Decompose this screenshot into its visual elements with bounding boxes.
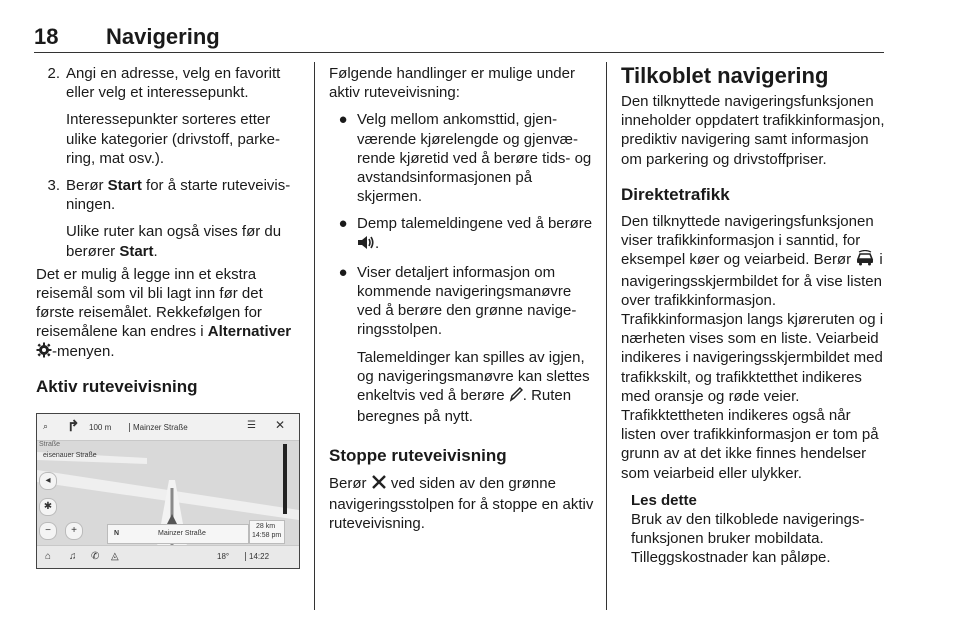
close-x-icon [371,474,387,495]
list-icon[interactable]: ☰ [247,420,256,431]
page-number: 18 [34,24,59,49]
column-divider-1 [314,62,315,610]
list-item-3 [36,176,300,214]
page-header [34,24,220,50]
status-strip [107,524,249,544]
nav-bottombar [37,545,299,568]
paragraph: Den tilknyttede navigeringsfunksjonen viser trafikkinformasjon i sanntid, for eksempel køer og veiarbeid. Berør i navigeringsskjermbildet for å vise listen over trafikkinformasjon. Trafikkinformasjon langs kjøreruten og i nærheten vises som en liste. Veiarbeid indikeres i navigeringsskjermbildet med trafikkskilt, og trafikktetthet indikeres med oransje og røde veier. Trafikktettheten indikeres også når listen over trafikkinformasjon er tom på grunn av at det ikke finnes hendelser som veiarbeid eller ulykker. [621,213,884,482]
settings-button[interactable]: ✱ [39,498,57,516]
note-box [621,491,887,568]
section-heading: Aktiv ruteveivisning [36,376,198,396]
paragraph: Følgende handlinger er mulige under aktiv ruteveivisning: [329,65,575,102]
top-street-name: Mainzer Straße [129,423,188,432]
street-label: eisenauer Straße [43,452,97,459]
column-2 [329,64,595,533]
mute-button[interactable]: ◂ [39,472,57,490]
gear-icon [36,342,52,363]
paragraph: Det er mulig å legge inn et ekstra reisemål som vil bli lagt inn før det første reisemålet. Rekkefølgen for reisemålene kan endres i Alternativer -menyen. [36,265,300,363]
zoom-in-button[interactable]: + [65,522,83,540]
section-title: Tilkoblet navigering [621,63,829,88]
arrival-time: 14:58 pm [252,532,282,539]
column-1 [36,64,300,404]
nav-topbar [37,414,299,441]
nav-icon[interactable]: ◬ [111,551,119,562]
header-rule [34,52,884,53]
search-icon[interactable]: ⌕ [43,421,49,431]
eta-box[interactable] [249,520,285,544]
home-icon[interactable]: ⌂ [45,551,52,562]
audio-icon[interactable]: ♫ [69,551,77,562]
bullet-item: ● Viser detaljert informasjon om kommende navigeringsmanøvre ved å berøre den grønne navigeringsstolpen. [338,263,577,339]
list-subtext: Ulike ruter kan også vises før du berører Start. [66,223,282,260]
section-heading: Direktetrafikk [621,184,730,204]
turn-right-arrow-icon: ↱ [67,418,80,435]
note-title: Les dette [631,491,697,509]
column-divider-2 [606,62,607,610]
navigation-screenshot [36,413,300,569]
compass: N [114,530,120,537]
street-label: Straße [39,441,61,448]
speaker-icon [357,235,375,255]
remaining-distance: 28 km [256,523,276,530]
list-subtext: Interessepunkter sorteres etter ulike kategorier (drivstoff, parkering, mat osv.). [66,111,280,167]
temperature: 18° [217,552,230,561]
note-text: Bruk av den tilkoblede navigeringsfunksjonen bruker mobildata. Tilleggskostnader kan påløpe. [631,511,865,567]
page-title: Navigering [106,24,220,49]
turn-distance: 100 m [89,423,112,432]
paragraph: Den tilknyttede navigeringsfunksjonen inneholder oppdatert trafikkinformasjon, prediktiv navigering samt informasjon om parkering og drivstoffpriser. [621,93,885,168]
current-street: Mainzer Straße [158,530,206,537]
list-item-2 [36,64,300,102]
list-text: Angi en adresse, velg en favoritt eller velg et interessepunkt. [66,65,281,102]
pencil-icon [509,386,523,407]
close-icon[interactable]: ✕ [275,418,286,432]
column-3 [621,64,887,568]
bullet-item: ● Velg mellom ankomsttid, gjenværende kjørelengde og gjenværende kjøretid ved å berøre tids- og avstandsinformasjonen på skjermen. [338,111,592,206]
section-heading: Stoppe ruteveivisning [329,446,507,466]
paragraph: Berør ved siden av den grønne navigeringsstolpen for å stoppe en aktiv ruteveivisning. [329,474,594,533]
phone-icon[interactable]: ✆ [91,551,100,562]
traffic-car-icon [855,250,875,271]
guidance-bar[interactable] [283,444,287,514]
list-number: 2. [47,65,60,82]
bullet-item: ● Demp talemeldingene ved å berøre . [329,214,595,254]
bullet-subtext: Talemeldinger kan spilles av igjen, og navigeringsmanøvre kan slettes enkeltvis ved å berøre . Ruten beregnes på nytt. [357,348,590,426]
clock: 14:22 [245,552,269,561]
zoom-out-button[interactable]: − [39,522,57,540]
list-number: 3. [47,177,60,195]
list-text: Berør Start for å starte ruteveivisningen. [66,177,291,214]
